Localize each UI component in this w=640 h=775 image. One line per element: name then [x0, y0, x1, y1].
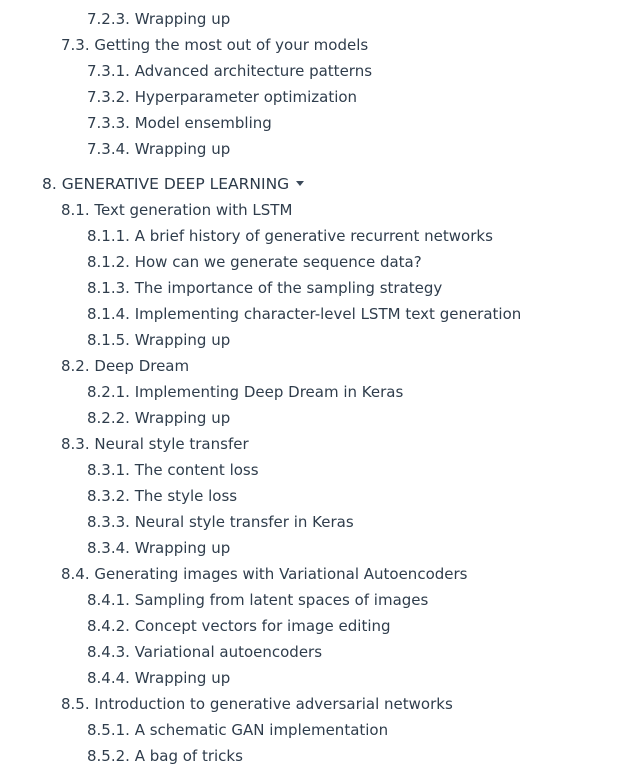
- previous-chapter-sections: [0, 6, 640, 162]
- toc-subsection-link[interactable]: 7.3.4. Wrapping up: [87, 140, 231, 158]
- chapter-8-sections: [0, 197, 640, 769]
- toc-section-link[interactable]: 8.5. Introduction to generative adversarial networks: [61, 695, 453, 713]
- toc-section-link[interactable]: 8.2. Deep Dream: [61, 357, 190, 375]
- chapter-8-heading[interactable]: [0, 171, 640, 197]
- toc-subsection-link[interactable]: 8.2.2. Wrapping up: [87, 409, 231, 427]
- toc-subsection-link[interactable]: 8.3.4. Wrapping up: [87, 539, 231, 557]
- toc-subsection-link[interactable]: 8.3.2. The style loss: [87, 487, 238, 505]
- toc-section-link[interactable]: 7.3. Getting the most out of your models: [61, 36, 369, 54]
- toc-subsection-link[interactable]: 7.3.1. Advanced architecture patterns: [87, 62, 373, 80]
- toc-subsection-link[interactable]: 8.4.1. Sampling from latent spaces of images: [87, 591, 429, 609]
- toc-subsection-link[interactable]: 8.5.1. A schematic GAN implementation: [87, 721, 389, 739]
- toc-section-link[interactable]: 8.3. Neural style transfer: [61, 435, 249, 453]
- toc-subsection-link[interactable]: 8.4.2. Concept vectors for image editing: [87, 617, 391, 635]
- toc-subsection-link[interactable]: 8.5.2. A bag of tricks: [87, 747, 243, 765]
- table-of-contents: [0, 6, 640, 769]
- toc-subsection-link[interactable]: 8.1.3. The importance of the sampling strategy: [87, 279, 443, 297]
- toc-subsection-link[interactable]: 8.4.3. Variational autoencoders: [87, 643, 323, 661]
- toc-subsection-link[interactable]: 7.3.3. Model ensembling: [87, 114, 272, 132]
- toc-subsection-link[interactable]: 8.4.4. Wrapping up: [87, 669, 231, 687]
- toc-subsection-link[interactable]: 8.1.1. A brief history of generative recurrent networks: [87, 227, 493, 245]
- caret-down-icon[interactable]: [296, 181, 304, 186]
- toc-subsection-link[interactable]: 8.3.1. The content loss: [87, 461, 259, 479]
- toc-subsection-link[interactable]: 7.3.2. Hyperparameter optimization: [87, 88, 358, 106]
- toc-section-link[interactable]: 8.1. Text generation with LSTM: [61, 201, 293, 219]
- toc-subsection-link[interactable]: 8.2.1. Implementing Deep Dream in Keras: [87, 383, 404, 401]
- toc-subsection-link[interactable]: 8.1.5. Wrapping up: [87, 331, 231, 349]
- chapter-title[interactable]: 8. GENERATIVE DEEP LEARNING: [42, 175, 290, 193]
- toc-subsection-link[interactable]: 8.1.4. Implementing character-level LSTM text generation: [87, 305, 522, 323]
- toc-subsection-link[interactable]: 8.3.3. Neural style transfer in Keras: [87, 513, 354, 531]
- toc-section-link[interactable]: 8.4. Generating images with Variational Autoencoders: [61, 565, 468, 583]
- toc-subsection-link[interactable]: 8.1.2. How can we generate sequence data?: [87, 253, 422, 271]
- toc-subsection-link[interactable]: 7.2.3. Wrapping up: [87, 10, 231, 28]
